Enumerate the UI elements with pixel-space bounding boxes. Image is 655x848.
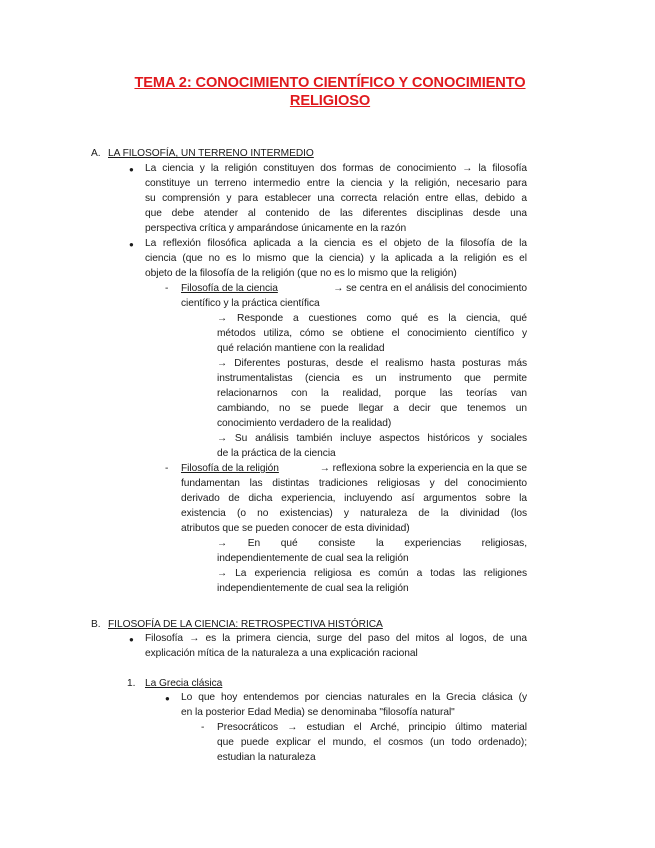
- dash-filosofia-religion: [181, 461, 527, 476]
- dash-filosofia-religion-line-4: existencia (o no existencias) y naturaleza de la divinidad (los: [181, 508, 527, 519]
- dash-marker: -: [165, 463, 169, 474]
- section-b-bullet-1-line-2: explicación mítica de la naturaleza a una explicación racional: [145, 648, 418, 659]
- bullet-icon: ●: [165, 694, 170, 703]
- sub-4-line-1: → En qué consiste la experiencias religiosas,: [217, 538, 527, 549]
- dash-filosofia-ciencia-line-2: científico y la práctica científica: [181, 298, 320, 309]
- sub-5-line-1: → La experiencia religiosa es común a todas las religiones: [217, 568, 527, 579]
- subsection-1-marker: 1.: [127, 678, 136, 689]
- dash-filosofia-ciencia-rest: → se centra en el análisis del conocimiento: [333, 283, 527, 294]
- dash-filosofia-ciencia: [181, 281, 527, 296]
- sub-1-line-3: qué relación mantiene con la realidad: [217, 343, 385, 354]
- sub-4-line-2: independientemente de cual sea la religión: [217, 553, 409, 564]
- dash-marker: -: [165, 283, 169, 294]
- bullet-icon: ●: [129, 635, 134, 644]
- dash-filosofia-religion-line-3: derivado de dicha experiencia, incluyendo así argumentos sobre la: [181, 493, 527, 504]
- section-a-bullet-2-line-1: La reflexión filosófica aplicada a la ciencia es el objeto de la filosofía de la: [145, 238, 527, 249]
- sub-3-line-1: → Su análisis también incluye aspectos históricos y sociales: [217, 433, 527, 444]
- subsection-1-heading: La Grecia clásica: [145, 678, 223, 689]
- subsection-1-bullet-line-1: Lo que hoy entendemos por ciencias naturales en la Grecia clásica (y: [181, 692, 527, 703]
- document-title-line-1: TEMA 2: CONOCIMIENTO CIENTÍFICO Y CONOCIMIENTO: [134, 75, 526, 91]
- section-a-bullet-1-line-1: La ciencia y la religión constituyen dos formas de conocimiento → la filosofía: [145, 163, 527, 174]
- section-a-bullet-2-line-3: objeto de la filosofía de la religión (que no es lo mismo que la religión): [145, 268, 457, 279]
- term-filosofia-ciencia: Filosofía de la ciencia: [181, 283, 278, 294]
- dash-filosofia-religion-line-2: fundamentan las distintas tradiciones religiosas y del conocimiento: [181, 478, 527, 489]
- section-a-marker: A.: [91, 148, 101, 159]
- term-filosofia-religion: Filosofía de la religión: [181, 463, 279, 474]
- section-b-marker: B.: [91, 619, 101, 630]
- section-b-heading: FILOSOFÍA DE LA CIENCIA: RETROSPECTIVA HISTÓRICA: [108, 619, 383, 630]
- presocraticos-line-1: Presocráticos → estudian el Arché, principio último material: [217, 722, 527, 733]
- sub-5-line-2: independientemente de cual sea la religión: [217, 583, 409, 594]
- section-a-bullet-1-line-5: perspectiva crítica y amparándose únicamente en la razón: [145, 223, 407, 234]
- document-title-line-2: RELIGIOSO: [289, 93, 371, 109]
- sub-2-line-1: → Diferentes posturas, desde el realismo hasta posturas más: [217, 358, 527, 369]
- sub-1-line-1: → Responde a cuestiones como qué es la ciencia, qué: [217, 313, 527, 324]
- subsection-1-bullet-line-2: en la posterior Edad Media) se denominaba "filosofía natural": [181, 707, 455, 718]
- sub-3-line-2: de la práctica de la ciencia: [217, 448, 336, 459]
- section-a-bullet-1-line-3: su comprensión y para establecer una correcta relación entre ellas, debido a: [145, 193, 527, 204]
- sub-2-line-5: conocimiento verdadero de la realidad): [217, 418, 392, 429]
- section-a-bullet-2-line-2: ciencia (que no es lo mismo que la ciencia) y la aplicada a la religión es el: [145, 253, 527, 264]
- dash-marker: -: [201, 722, 205, 733]
- section-a-heading: LA FILOSOFÍA, UN TERRENO INTERMEDIO: [108, 148, 314, 159]
- section-a-bullet-1-line-2: constituye un terreno intermedio entre la ciencia y la religión, necesario para: [145, 178, 527, 189]
- dash-filosofia-religion-rest: → reflexiona sobre la experiencia en la que se: [319, 463, 527, 474]
- sub-1-line-2: métodos utiliza, cómo se obtiene el conocimiento científico y: [217, 328, 527, 339]
- presocraticos-line-2: que puede explicar el mundo, el cosmos (un todo ordenado);: [217, 737, 527, 748]
- bullet-icon: ●: [129, 240, 134, 249]
- section-a-bullet-1-line-4: que debe atender al contenido de las diferentes disciplinas desde una: [145, 208, 527, 219]
- presocraticos-line-3: estudian la naturaleza: [217, 752, 316, 763]
- section-b-bullet-1-line-1: Filosofía → es la primera ciencia, surge del paso del mitos al logos, de una: [145, 633, 527, 644]
- sub-2-line-4: cambiando, no se puede llegar a decir que tenemos un: [217, 403, 527, 414]
- bullet-icon: ●: [129, 165, 134, 174]
- sub-2-line-2: instrumentalistas (ciencia es un instrumento que permite: [217, 373, 527, 384]
- sub-2-line-3: relacionarnos con la realidad, porque las teorías van: [217, 388, 527, 399]
- dash-filosofia-religion-line-5: atributos que se pueden conocer de esta divinidad): [181, 523, 410, 534]
